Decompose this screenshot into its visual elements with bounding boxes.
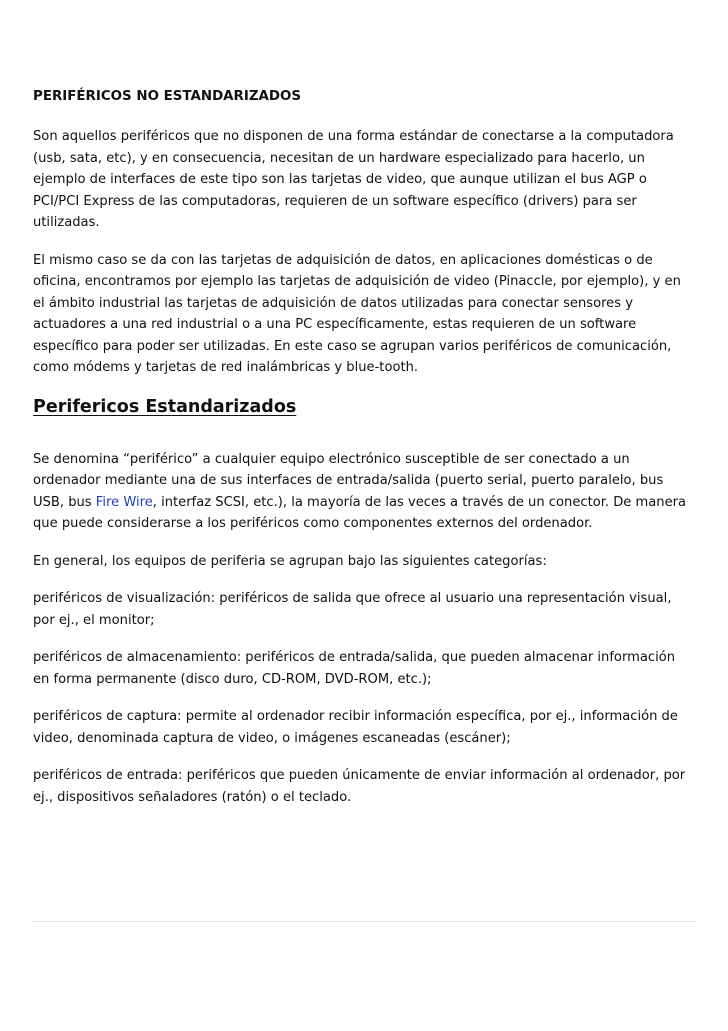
fire-wire-link[interactable]: Fire Wire	[95, 494, 153, 510]
paragraph-adquisicion-datos: El mismo caso se da con las tarjetas de adquisición de datos, en aplicaciones domésticas o de oficina, encontramos por ejemplo las tarjetas de adquisición de video (Pinaccle, por ejemplo), y en el ámbito industrial las tarjetas de adquisición de datos utilizadas para conectar sensores y actuadores a una red industrial o a una PC específicamente, estas requieren de un software específico para poder ser utilizadas. En este caso se agrupan varios periféricos de comunicación, como módems y tarjetas de red inalámbricas y blue-tooth.	[33, 252, 681, 375]
paragraph-no-estandarizados-definition: Son aquellos periféricos que no disponen de una forma estándar de conectarse a la computadora (usb, sata, etc), y en consecuencia, necesitan de un hardware especializado para hacerlo, un ejemplo de interfaces de este tipo son las tarjetas de video, que aunque utilizan el bus AGP o PCI/PCI Express de las computadoras, requieren de un software específico (drivers) para ser utilizadas.	[33, 129, 674, 230]
paragraph-entrada: periféricos de entrada: periféricos que pueden únicamente de enviar información al ordenador, por ej., dispositivos señaladores (ratón) o el teclado.	[33, 768, 686, 805]
paragraph-captura: periféricos de captura: permite al ordenador recibir información específica, por ej., información de video, denominada captura de video, o imágenes escaneadas (escáner);	[33, 709, 678, 746]
document-body	[33, 87, 695, 824]
heading-no-estandarizados: PERIFÉRICOS NO ESTANDARIZADOS	[33, 89, 302, 104]
paragraph-almacenamiento: periféricos de almacenamiento: periféricos de entrada/salida, que pueden almacenar información en forma permanente (disco duro, CD-ROM, DVD-ROM, etc.);	[33, 650, 676, 687]
heading-estandarizados: Perifericos Estandarizados	[33, 396, 297, 417]
footer-divider	[33, 921, 695, 922]
paragraph-text-after-link: , interfaz SCSI, etc.), la mayoría de las veces a través de un conector. De manera que puede considerarse a los periféricos como componentes externos del ordenador.	[33, 494, 687, 531]
paragraph-visualizacion: periféricos de visualización: periféricos de salida que ofrece al usuario una representación visual, por ej., el monitor;	[33, 591, 672, 628]
paragraph-text-before-link: Se denomina “periférico” a cualquier equipo electrónico susceptible de ser conectado a un ordenador mediante una de sus interfaces de entrada/salida (puerto serial, puerto paralelo, bus USB, bus	[33, 451, 664, 510]
paragraph-categorias-intro: En general, los equipos de periferia se agrupan bajo las siguientes categorías:	[33, 553, 547, 569]
paragraph-periferico-definition	[33, 449, 695, 535]
